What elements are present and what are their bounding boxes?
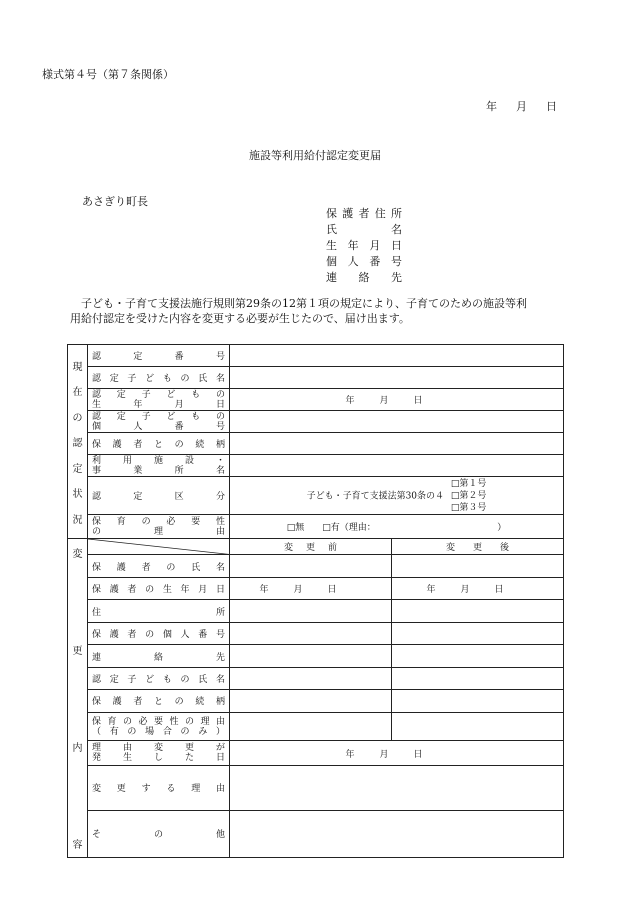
diagonal-line [88,539,229,554]
side-char: 状 [72,489,83,500]
category-label: 認定区分 [88,477,230,515]
side-char: 況 [72,514,83,526]
child-personal-number-field[interactable] [230,411,564,433]
side-char: 内 [72,743,83,754]
applicant-block [326,206,402,286]
applicant-name-label: 氏 名 [326,223,402,236]
guardian-name-after[interactable] [392,555,564,577]
day-label: 日 [413,396,423,406]
body-text [70,296,565,326]
side-char: 更 [72,646,83,657]
facility-field[interactable] [230,455,564,477]
address-before[interactable] [230,600,392,622]
necessity-field[interactable] [230,515,564,539]
submission-date [486,98,576,114]
necessity-reason-label: 保育の必要性の理由 （有の場合のみ） [88,712,230,741]
body-line-1: 子ども・子育て支援法施行規則第29条の12第１項の規定により、子育てのための施設等利 [81,297,527,310]
address-label: 住所 [88,600,230,622]
current-status-side-label [68,345,88,539]
child-personal-number-label: 認定子どもの 個人番号 [88,411,230,433]
day-label: 日 [413,749,423,760]
side-char: 変 [72,549,83,560]
cert-number-label: 認定番号 [88,345,230,367]
category-field [230,477,564,515]
year-label: 年 [486,100,497,113]
month-label: 月 [293,585,303,596]
guardian-personal-number-before[interactable] [230,622,392,644]
guardian-birth-before[interactable] [230,577,392,599]
guardian-birth-after[interactable] [392,577,564,599]
other-field[interactable] [230,810,564,857]
month-label: 月 [460,585,470,596]
guardian-name-before[interactable] [230,555,392,577]
contact-before[interactable] [230,645,392,667]
necessity-label: 保育の必要性 の理由 [88,515,230,539]
contact-after[interactable] [392,645,564,667]
child-name-field[interactable] [230,367,564,389]
day-label: 日 [327,585,337,596]
document-title: 施設等利用給付認定変更届 [249,149,381,162]
cert-number-field[interactable] [230,345,564,367]
relation-field[interactable] [230,433,564,455]
other-label: その他 [88,810,230,857]
change-child-name-after[interactable] [392,667,564,689]
child-birth-field[interactable] [230,389,564,411]
after-column-header: 変更後 [392,539,564,555]
applicant-contact-label: 連 絡 先 [326,271,402,284]
necessity-options[interactable]: □無 □有（理由： ） [286,523,507,533]
year-label: 年 [259,585,269,596]
before-column-header: 変更前 [230,539,392,555]
address-after[interactable] [392,600,564,622]
category-option-3[interactable]: □第３号 [450,502,487,513]
change-reason-label: 変更する理由 [88,765,230,810]
contact-label: 連絡先 [88,645,230,667]
guardian-name-label: 保護者の氏名 [88,555,230,577]
day-label: 日 [494,585,504,596]
applicant-personal-number-label: 個人番号 [326,255,402,268]
year-label: 年 [345,396,355,406]
child-birth-label: 認定子どもの 生年月日 [88,389,230,411]
change-relation-before[interactable] [230,690,392,712]
addressee: あさぎり町長 [82,195,148,208]
side-char: 容 [72,840,83,851]
side-char: 定 [72,463,83,475]
category-option-2[interactable]: □第２号 [450,490,487,501]
facility-label: 利用施設・ 事業所名 [88,455,230,477]
change-relation-after[interactable] [392,690,564,712]
applicant-birth-label: 生年月日 [326,239,402,252]
body-line-2: 用給付認定を受けた内容を変更する必要が生じたので、届け出ます。 [70,312,410,325]
month-label: 月 [379,749,389,760]
guardian-personal-number-after[interactable] [392,622,564,644]
relation-label: 保護者との続柄 [88,433,230,455]
change-child-name-before[interactable] [230,667,392,689]
necessity-reason-before[interactable] [230,712,392,741]
form-number: 様式第４号（第７条関係） [42,68,174,81]
change-content-side-label [68,539,88,858]
change-relation-label: 保護者との続柄 [88,690,230,712]
child-name-label: 認定子どもの氏名 [88,367,230,389]
form-table [67,344,564,858]
day-label: 日 [546,100,557,113]
guardian-birth-label: 保護者の生年月日 [88,577,230,599]
change-child-name-label: 認定子どもの氏名 [88,667,230,689]
category-option-1[interactable]: □第１号 [450,478,487,489]
month-label: 月 [516,100,527,113]
applicant-address-label: 保護者住所 [326,207,402,220]
reason-change-date-field[interactable] [230,741,564,766]
year-label: 年 [426,585,436,596]
side-char: 現 [72,361,83,373]
side-char: 在 [72,387,83,398]
month-label: 月 [379,396,389,406]
diagonal-header-cell [88,539,230,555]
side-char: 認 [72,438,83,449]
year-label: 年 [345,749,355,760]
guardian-personal-number-label: 保護者の個人番号 [88,622,230,644]
change-reason-field[interactable] [230,765,564,810]
reason-change-date-label: 理由変更が 発生した日 [88,741,230,766]
side-char: の [72,412,83,424]
necessity-reason-after[interactable] [392,712,564,741]
category-law-text: 子ども・子育て支援法第30条の４ [306,491,445,501]
